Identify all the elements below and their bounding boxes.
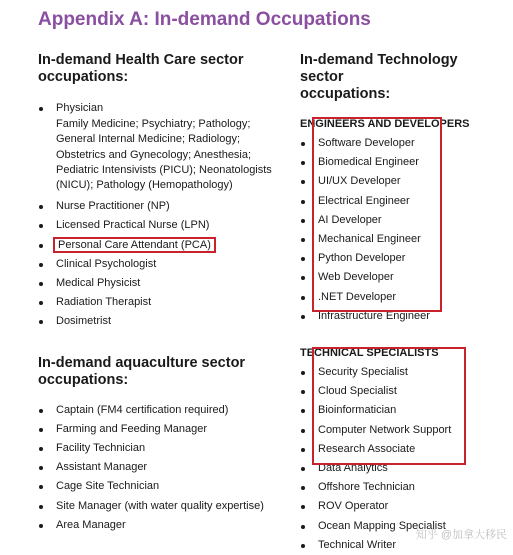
left-column <box>38 52 278 535</box>
list-item: Radiation Therapist <box>38 293 278 312</box>
list-item: Cage Site Technician <box>38 477 278 496</box>
list-item: Security Specialist <box>300 363 505 382</box>
list-item: .NET Developer <box>300 288 505 307</box>
list-item: AI Developer <box>300 211 505 230</box>
list-item: Area Manager <box>38 516 278 535</box>
specialists-heading: TECHNICAL SPECIALISTS <box>300 347 439 360</box>
aquaculture-heading-line1: In-demand aquaculture sector <box>38 354 246 371</box>
list-item: Python Developer <box>300 249 505 268</box>
list-item: Computer Network Support <box>300 421 505 440</box>
highlighted-pca: Personal Care Attendant (PCA) <box>53 237 216 253</box>
aquaculture-list <box>38 401 278 535</box>
aquaculture-heading-line2: occupations: <box>38 371 129 388</box>
list-item: Offshore Technician <box>300 478 505 497</box>
list-item: Clinical Psychologist <box>38 255 278 274</box>
list-item: Infrastructure Engineer <box>300 307 505 326</box>
list-item: Research Associate <box>300 440 505 459</box>
right-column <box>300 52 505 555</box>
technology-heading-line1: In-demand Technology sector <box>300 52 458 85</box>
list-item: Electrical Engineer <box>300 192 505 211</box>
list-item: Medical Physicist <box>38 274 278 293</box>
health-heading <box>38 52 278 86</box>
list-item: Captain (FM4 certification required) <box>38 401 278 420</box>
health-list-cont <box>38 197 278 331</box>
list-item: Physician <box>38 99 278 118</box>
list-item: Software Developer <box>300 134 505 153</box>
list-item: Bioinformatician <box>300 401 505 420</box>
list-item: ROV Operator <box>300 497 505 516</box>
list-item: Site Manager (with water quality expertise) <box>38 497 278 516</box>
engineers-list <box>300 134 505 326</box>
list-item: Ocean Mapping Specialist <box>300 517 505 536</box>
health-heading-line2: occupations: <box>38 69 129 85</box>
list-item: Cloud Specialist <box>300 382 505 401</box>
health-heading-line1: In-demand Health Care sector <box>38 52 244 68</box>
health-list <box>38 99 278 118</box>
list-item <box>38 236 278 255</box>
list-item: Assistant Manager <box>38 458 278 477</box>
list-item: Web Developer <box>300 268 505 287</box>
technology-heading-line2: occupations: <box>300 86 391 102</box>
aquaculture-heading <box>38 355 278 389</box>
engineers-heading: ENGINEERS AND DEVELOPERS <box>300 118 470 130</box>
list-item: Facility Technician <box>38 439 278 458</box>
list-item: Nurse Practitioner (NP) <box>38 197 278 216</box>
list-item: Technical Writer <box>300 536 505 555</box>
list-item: Data Analytics <box>300 459 505 478</box>
list-item: Dosimetrist <box>38 312 278 331</box>
list-item: Biomedical Engineer <box>300 153 505 172</box>
technology-heading <box>300 52 505 103</box>
page-title: Appendix A: In-demand Occupations <box>38 9 371 30</box>
physician-specialties: Family Medicine; Psychiatry; Pathology; General Internal Medicine; Radiology; Obstetrics and Gynecology; Anesthesia; Pediatric Intensivists (PICU); Neonatologists (NICU); Pathology (Hemopathology) <box>56 118 272 192</box>
list-item: Mechanical Engineer <box>300 230 505 249</box>
list-item: Farming and Feeding Manager <box>38 420 278 439</box>
list-item: Licensed Practical Nurse (LPN) <box>38 216 278 235</box>
list-item: UI/UX Developer <box>300 172 505 191</box>
watermark: 知乎 @加拿大移民 <box>415 529 507 541</box>
